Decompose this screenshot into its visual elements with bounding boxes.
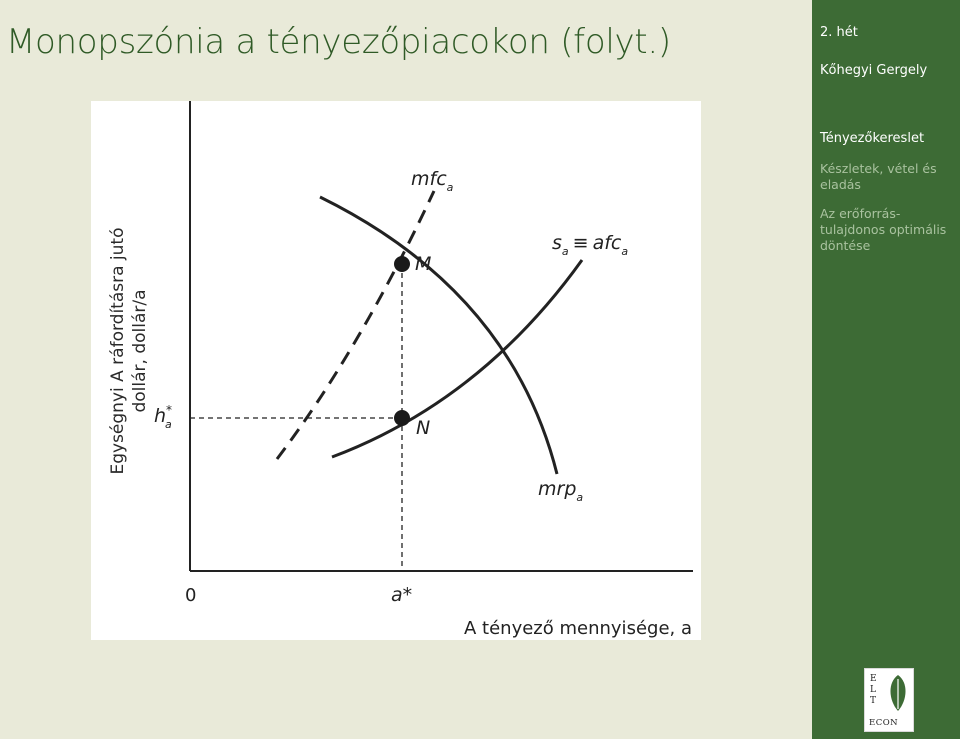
monopsony-diagram [91,101,701,640]
sidebar-author[interactable]: Kőhegyi Gergely [820,63,928,78]
mrp-curve [320,197,557,474]
diagram-svg [91,101,701,640]
sidebar [812,0,960,739]
sidebar-subitem-stocks[interactable]: Készletek, vétel és eladás [820,161,937,192]
supply-label: $s_a \equiv afc_a$ [552,232,629,258]
point-N-label: N [416,417,431,439]
sidebar-subitem-owner-decision[interactable]: Az erőforrás-tulajdonos optimális döntése [820,206,947,253]
supply-curve [332,260,582,457]
point-M-label: M [415,253,432,275]
elte-econ-logo [864,668,914,732]
leaf-icon [887,673,909,713]
y-axis-label-line2: dollár, dollár/a [130,289,150,413]
slide-title: Monopszónia a tényezőpiacokon (folyt.) [6,22,671,62]
point-N [394,410,410,426]
mfc-label: mfc$_a$ [411,168,454,194]
origin-label: 0 [185,585,197,606]
sidebar-week[interactable]: 2. hét [820,25,858,40]
x-mark-label: a* [391,584,413,606]
y-axis-label [107,211,173,491]
y-axis-label-line1: Egységnyi A ráfordításra jutó [108,227,128,475]
y-mark-label: h* a [154,403,173,431]
x-axis-label: A tényező mennyisége, a [464,618,692,639]
mrp-label: mrp$_a$ [538,478,584,504]
sidebar-section-current[interactable]: Tényezőkereslet [820,131,925,146]
logo-letters: E L T [870,674,877,706]
point-M [394,256,410,272]
logo-econ: ECON [869,718,899,728]
